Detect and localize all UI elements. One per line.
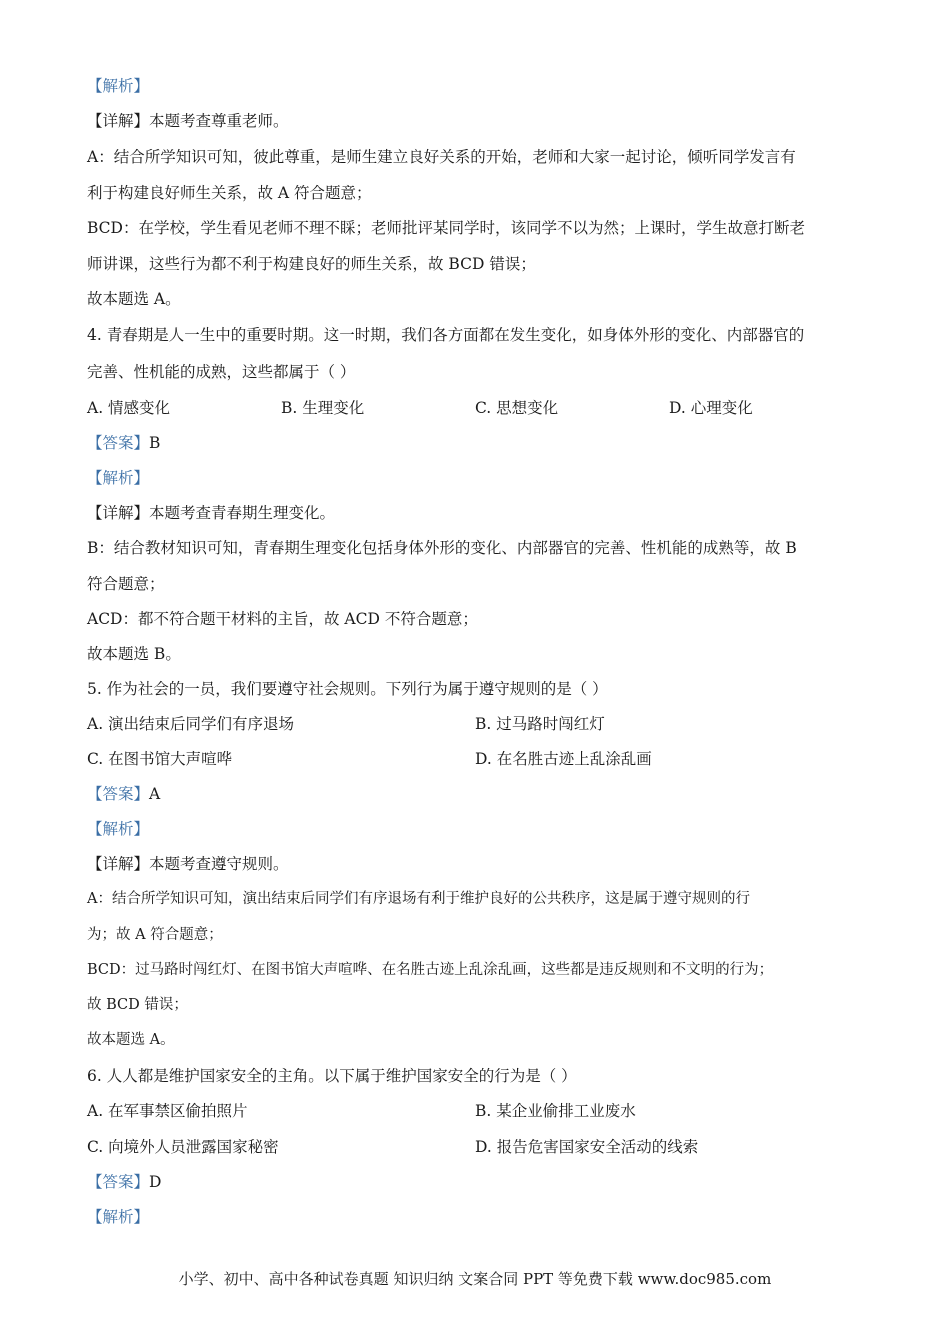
answer-label: 【答案】	[87, 785, 150, 803]
detail-line: 【详解】本题考查尊重老师。	[87, 112, 289, 130]
q6-answer	[87, 1171, 867, 1193]
analysis-label: 【解析】	[87, 1208, 150, 1226]
q4-option-c: C. 思想变化	[475, 399, 559, 417]
text-line: A：结合所学知识可知，演出结束后同学们有序退场有利于维护良好的公共秩序，这是属于遵守规则的行	[87, 891, 750, 907]
q5-option-a: A. 演出结束后同学们有序退场	[87, 715, 295, 733]
answer-value: B	[149, 434, 161, 452]
conclusion-line: 故本题选 B。	[87, 645, 181, 663]
q4-option-d: D. 心理变化	[669, 399, 753, 417]
q4-answer	[87, 432, 867, 454]
text-line: ACD：都不符合题干材料的主旨，故 ACD 不符合题意；	[87, 610, 478, 628]
answer-label: 【答案】	[87, 1173, 150, 1191]
analysis-label: 【解析】	[87, 77, 150, 95]
q5-option-c: C. 在图书馆大声喧哗	[87, 750, 233, 768]
answer-label: 【答案】	[87, 434, 150, 452]
detail-line: 【详解】本题考查青春期生理变化。	[87, 504, 336, 522]
text-line: B：结合教材知识可知，青春期生理变化包括身体外形的变化、内部器官的完善、性机能的成熟等，故 B	[87, 539, 797, 557]
analysis-label: 【解析】	[87, 820, 150, 838]
answer-value: D	[149, 1173, 162, 1191]
text-line: 为；故 A 符合题意；	[87, 927, 223, 943]
question-4-stem-cont: 完善、性机能的成熟，这些都属于（ ）	[87, 363, 356, 381]
question-4-stem: 4. 青春期是人一生中的重要时期。这一时期，我们各方面都在发生变化，如身体外形的变化、内部器官的	[87, 326, 805, 344]
q6-option-b: B. 某企业偷排工业废水	[475, 1102, 636, 1120]
q5-option-d: D. 在名胜古迹上乱涂乱画	[475, 750, 652, 768]
conclusion-line: 故本题选 A。	[87, 290, 181, 308]
question-5-stem: 5. 作为社会的一员，我们要遵守社会规则。下列行为属于遵守规则的是（ ）	[87, 680, 608, 698]
page-footer: 小学、初中、高中各种试卷真题 知识归纳 文案合同 PPT 等免费下载 www.doc985.com	[178, 1270, 772, 1288]
detail-line: 【详解】本题考查遵守规则。	[87, 855, 289, 873]
conclusion-line: 故本题选 A。	[87, 1032, 175, 1048]
q5-option-b: B. 过马路时闯红灯	[475, 715, 605, 733]
text-line: 师讲课，这些行为都不利于构建良好的师生关系，故 BCD 错误；	[87, 255, 536, 273]
text-line: 故 BCD 错误；	[87, 997, 188, 1013]
q4-option-a: A. 情感变化	[87, 399, 171, 417]
q6-option-a: A. 在军事禁区偷拍照片	[87, 1102, 248, 1120]
analysis-label: 【解析】	[87, 469, 150, 487]
answer-value: A	[149, 785, 161, 803]
text-line: BCD：过马路时闯红灯、在图书馆大声喧哗、在名胜古迹上乱涂乱画，这些都是违反规则和不文明的行为；	[87, 962, 774, 978]
q6-option-c: C. 向境外人员泄露国家秘密	[87, 1138, 279, 1156]
text-line: 利于构建良好师生关系，故 A 符合题意；	[87, 184, 372, 202]
q5-answer	[87, 783, 867, 805]
question-6-stem: 6. 人人都是维护国家安全的主角。以下属于维护国家安全的行为是（ ）	[87, 1067, 577, 1085]
text-line: BCD：在学校，学生看见老师不理不睬；老师批评某同学时，该同学不以为然；上课时，学生故意打断老	[87, 219, 805, 237]
text-line: 符合题意；	[87, 575, 165, 593]
q4-option-b: B. 生理变化	[281, 399, 365, 417]
q6-option-d: D. 报告危害国家安全活动的线索	[475, 1138, 699, 1156]
text-line: A：结合所学知识可知，彼此尊重，是师生建立良好关系的开始，老师和大家一起讨论，倾听同学发言有	[87, 148, 796, 166]
